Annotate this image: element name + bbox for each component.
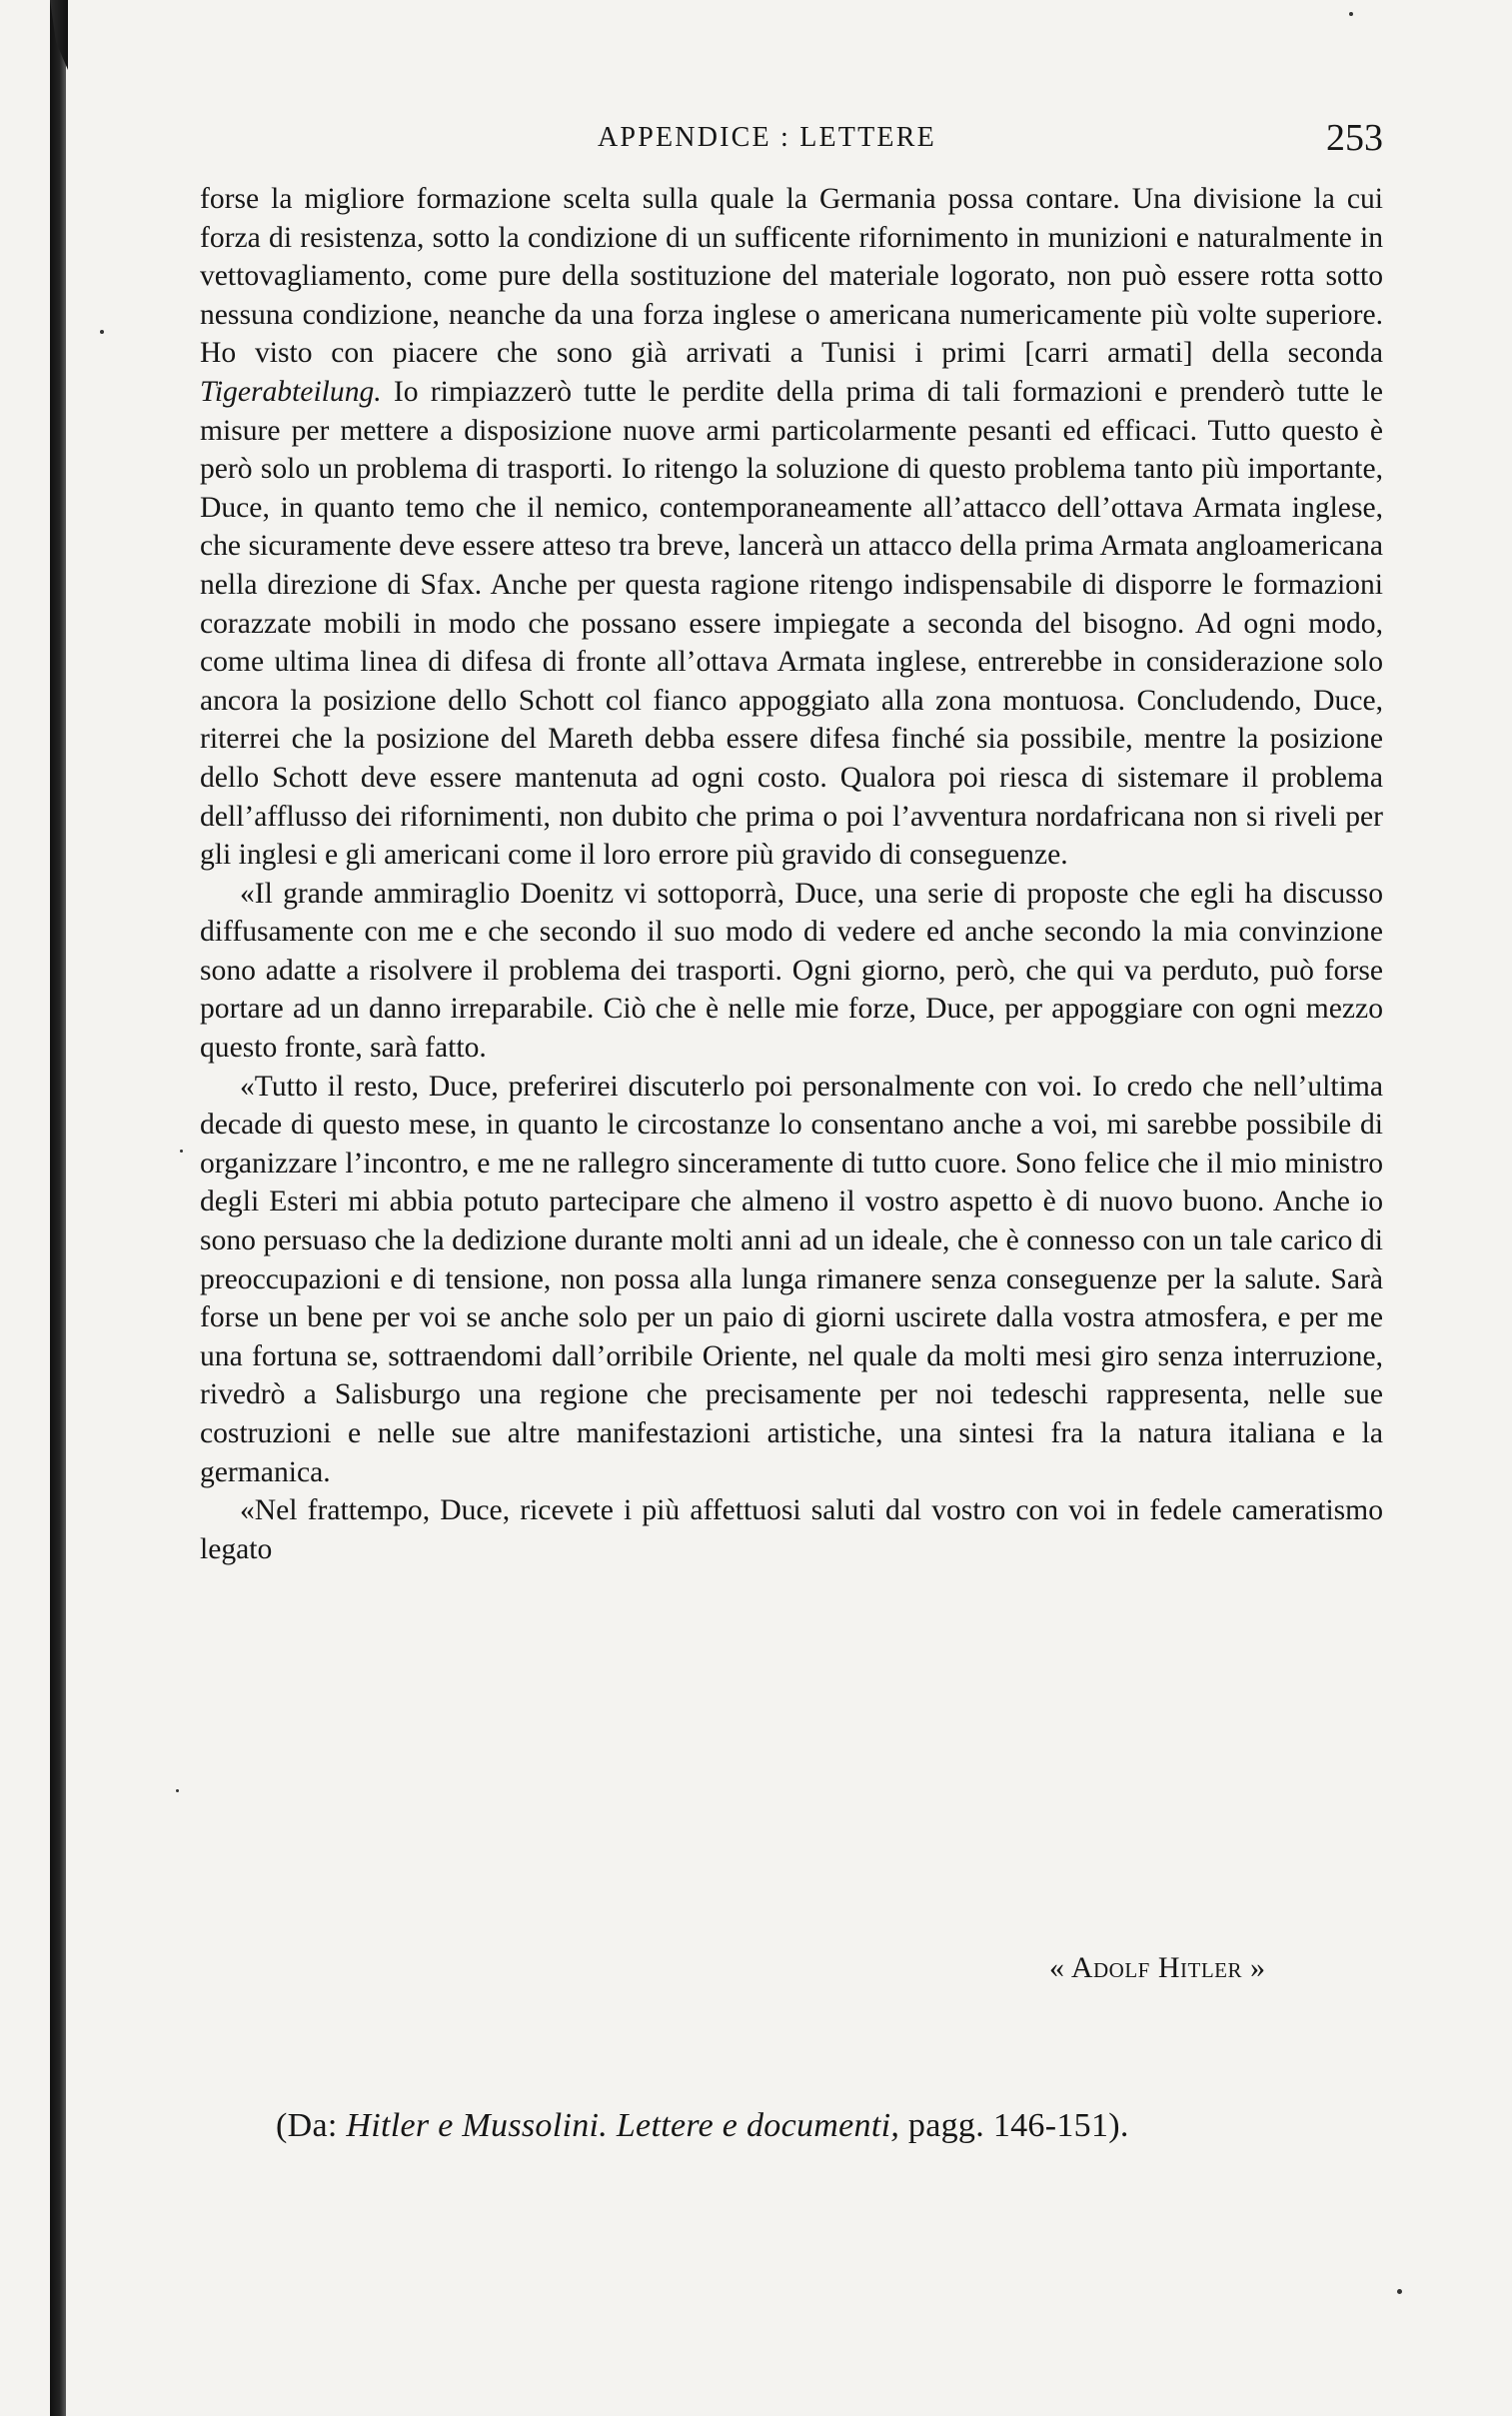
source-title: Hitler e Mussolini. Lettere e documenti, xyxy=(346,2107,900,2144)
paragraph-1-rest: Io rimpiazzerò tutte le perdite della prima di tali formazioni e prenderò tutte le misure per mettere a disposizione nuove armi particolarmente pesanti ed efficaci. Tutto questo è però solo un problema di trasporti. Io ritengo la soluzione di questo problema tanto più importante, Duce, in quanto temo che il nemico, contemporaneamente all’attacco dell’ottava Armata inglese, che sicuramente deve essere atteso tra breve, lancerà un attacco della prima Armata angloamericana nella direzione di Sfax. Anche per questa ragione ritengo indispensabile di disporre le formazioni corazzate mobili in modo che possano essere impiegate a seconda del bisogno. Ad ogni modo, come ultima linea di difesa di fronte all’ottava Armata inglese, entrerebbe in considerazione solo ancora la posizione dello Schott col fianco appoggiato alla zona montuosa. Concludendo, Duce, riterrei che la posizione del Mareth debba essere difesa finché sia possibile, mentre la posizione dello Schott deve essere mantenuta ad ogni costo. Qualora poi riesca di sistemare il problema dell’afflusso dei rifornimenti, non dubito che prima o poi l’avventura nordafricana non si riveli per gli inglesi e gli americani come il loro errore più gravido di conseguenze. xyxy=(200,375,1383,872)
ink-speck xyxy=(100,330,104,334)
paragraph-1 xyxy=(200,180,1383,875)
paragraph-3: «Tutto il resto, Duce, preferirei discuterlo poi personalmente con voi. Io credo che nell’ultima decade di questo mese, in quanto le circostanze lo consentano anche a voi, mi sarebbe possibile di organizzare l’incontro, e me ne rallegro sinceramente di tutto cuore. Sono felice che il mio ministro degli Esteri mi abbia potuto partecipare che almeno il vostro aspetto è di nuovo buono. Anche io sono persuaso che la dedizione durante molti anni ad un ideale, che è connesso con un tale carico di preoccupazioni e di tensione, non possa alla lunga rimanere senza conseguenze per la salute. Sarà forse un bene per voi se anche solo per un paio di giorni uscirete dalla vostra atmosfera, e per me una fortuna se, sottraendomi dall’orribile Oriente, nel quale da molti mesi giro senza interruzione, rivedrò a Salisburgo una regione che precisamente per noi tedeschi rappresenta, nelle sue costruzioni e nelle sue altre manifestazioni artistiche, una sintesi fra la natura italiana e la germanica. xyxy=(200,1070,1383,1488)
ink-speck xyxy=(1349,12,1353,16)
page-number: 253 xyxy=(1326,117,1383,159)
paragraph-4: «Nel frattempo, Duce, ricevete i più affettuosi saluti dal vostro con voi in fedele cameratismo legato xyxy=(200,1494,1383,1565)
paragraph-2: «Il grande ammiraglio Doenitz vi sottoporrà, Duce, una serie di proposte che egli ha discusso diffusamente con me e che secondo il suo modo di vedere ed anche secondo la mia convinzione sono adatte a risolvere il problema dei trasporti. Ogni giorno, però, che qui va perduto, può forse portare ad un danno irreparabile. Ciò che è nelle mie forze, Duce, per appoggiare con ogni mezzo questo fronte, sarà fatto. xyxy=(200,877,1383,1065)
paragraph-1-text: forse la migliore formazione scelta sulla quale la Germania possa contare. Una divisione la cui forza di resistenza, sotto la condizione di un sufficente rifornimento in munizioni e naturalmente in vettovagliamento, come pure della sostituzione del materiale logorato, non può essere rotta sotto nessuna condizione, neanche da una forza inglese o americana numericamente più volte superiore. Ho visto con piacere che sono già arrivati a Tunisi i primi [carri armati] della seconda xyxy=(200,183,1383,370)
letter-body xyxy=(200,180,1383,1568)
ink-speck xyxy=(1397,2289,1402,2294)
running-title: APPENDICE : LETTERE xyxy=(598,122,936,153)
paragraph-1-italic: Tigerabteilung. xyxy=(200,375,382,408)
source-prefix: (Da: xyxy=(276,2107,347,2144)
running-head xyxy=(200,112,1383,172)
source-citation xyxy=(276,2107,1129,2145)
binding-shadow xyxy=(50,0,66,2416)
source-suffix: pagg. 146-151). xyxy=(899,2107,1129,2144)
signature-text: « Adolf Hitler » xyxy=(1049,1951,1266,1984)
ink-speck xyxy=(176,1789,179,1792)
signature xyxy=(1049,1951,1266,1985)
ink-speck xyxy=(180,1150,183,1153)
